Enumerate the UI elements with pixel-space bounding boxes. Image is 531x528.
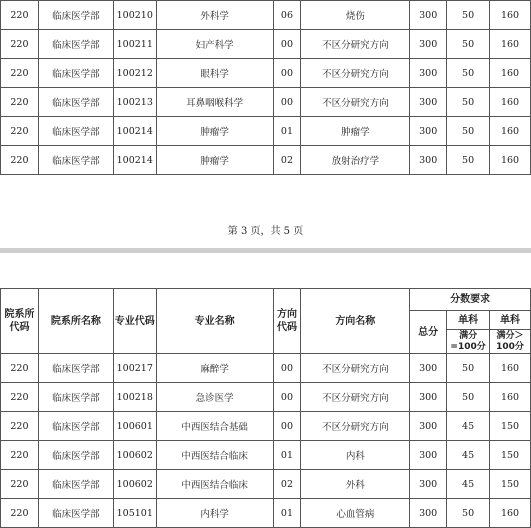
cell-single-gt100: 160 bbox=[490, 59, 531, 88]
cell-dept-code: 220 bbox=[1, 59, 39, 88]
cell-dept-code: 220 bbox=[1, 441, 39, 470]
cell-dept-code: 220 bbox=[1, 383, 39, 412]
cell-total-score: 300 bbox=[410, 146, 447, 175]
cell-major-code: 100210 bbox=[113, 1, 156, 30]
cell-major-name: 急诊医学 bbox=[156, 383, 273, 412]
cell-direction-name: 烧伤 bbox=[301, 1, 410, 30]
cell-major-code: 100217 bbox=[113, 354, 156, 383]
cell-dept-code: 220 bbox=[1, 354, 39, 383]
cell-dept-name: 临床医学部 bbox=[38, 412, 113, 441]
table-row bbox=[1, 146, 531, 175]
cell-dept-code: 220 bbox=[1, 30, 39, 59]
cell-direction-name: 外科 bbox=[301, 470, 410, 499]
cell-dept-name: 临床医学部 bbox=[38, 59, 113, 88]
cell-major-name: 肿瘤学 bbox=[156, 146, 273, 175]
cell-direction-name: 不区分研究方向 bbox=[301, 30, 410, 59]
header-direction-name: 方向名称 bbox=[301, 289, 410, 354]
cell-dept-code: 220 bbox=[1, 117, 39, 146]
cell-major-name: 中西医结合临床 bbox=[156, 470, 273, 499]
header-total: 总分 bbox=[410, 311, 447, 354]
cell-direction-code: 00 bbox=[273, 383, 301, 412]
cell-direction-code: 00 bbox=[273, 412, 301, 441]
cell-major-name: 麻醉学 bbox=[156, 354, 273, 383]
cell-single-100: 45 bbox=[447, 441, 490, 470]
cell-single-100: 50 bbox=[447, 499, 490, 528]
table-row bbox=[1, 1, 531, 30]
header-direction-code: 方向代码 bbox=[273, 289, 301, 354]
header-full-100: 满分=100分 bbox=[447, 330, 490, 354]
cell-direction-name: 不区分研究方向 bbox=[301, 59, 410, 88]
cell-total-score: 300 bbox=[410, 412, 447, 441]
cell-dept-name: 临床医学部 bbox=[38, 354, 113, 383]
header-dept-code: 院系所代码 bbox=[1, 289, 39, 354]
cell-direction-name: 不区分研究方向 bbox=[301, 412, 410, 441]
cell-major-code: 105101 bbox=[113, 499, 156, 528]
cell-dept-name: 临床医学部 bbox=[38, 1, 113, 30]
header-major-name: 专业名称 bbox=[156, 289, 273, 354]
header-score-requirements: 分数要求 bbox=[410, 289, 531, 311]
cell-single-100: 45 bbox=[447, 470, 490, 499]
cell-major-code: 100214 bbox=[113, 117, 156, 146]
cell-single-gt100: 160 bbox=[490, 117, 531, 146]
score-table-page3 bbox=[0, 0, 531, 175]
cell-single-100: 50 bbox=[447, 383, 490, 412]
header-major-code: 专业代码 bbox=[113, 289, 156, 354]
cell-direction-code: 00 bbox=[273, 354, 301, 383]
cell-dept-code: 220 bbox=[1, 146, 39, 175]
page-separator bbox=[0, 248, 531, 253]
cell-major-name: 内科学 bbox=[156, 499, 273, 528]
cell-direction-code: 01 bbox=[273, 441, 301, 470]
cell-major-name: 耳鼻咽喉科学 bbox=[156, 88, 273, 117]
cell-major-code: 100602 bbox=[113, 470, 156, 499]
table-row bbox=[1, 499, 531, 528]
cell-total-score: 300 bbox=[410, 88, 447, 117]
cell-single-gt100: 160 bbox=[490, 499, 531, 528]
cell-major-name: 外科学 bbox=[156, 1, 273, 30]
cell-direction-code: 02 bbox=[273, 146, 301, 175]
score-table-page4 bbox=[0, 288, 531, 528]
cell-total-score: 300 bbox=[410, 383, 447, 412]
cell-major-code: 100218 bbox=[113, 383, 156, 412]
cell-dept-code: 220 bbox=[1, 412, 39, 441]
table-row bbox=[1, 354, 531, 383]
cell-major-code: 100601 bbox=[113, 412, 156, 441]
page4-rows bbox=[1, 354, 531, 528]
cell-single-gt100: 160 bbox=[490, 88, 531, 117]
cell-total-score: 300 bbox=[410, 470, 447, 499]
cell-dept-name: 临床医学部 bbox=[38, 383, 113, 412]
cell-dept-code: 220 bbox=[1, 470, 39, 499]
header-full-gt100: 满分＞100分 bbox=[490, 330, 531, 354]
cell-major-code: 100211 bbox=[113, 30, 156, 59]
cell-major-code: 100212 bbox=[113, 59, 156, 88]
cell-direction-name: 心血管病 bbox=[301, 499, 410, 528]
cell-direction-code: 00 bbox=[273, 59, 301, 88]
cell-direction-name: 不区分研究方向 bbox=[301, 354, 410, 383]
cell-direction-name: 内科 bbox=[301, 441, 410, 470]
cell-direction-name: 肿瘤学 bbox=[301, 117, 410, 146]
cell-single-100: 50 bbox=[447, 354, 490, 383]
cell-total-score: 300 bbox=[410, 1, 447, 30]
table-row bbox=[1, 412, 531, 441]
cell-direction-name: 不区分研究方向 bbox=[301, 383, 410, 412]
cell-dept-name: 临床医学部 bbox=[38, 470, 113, 499]
cell-major-code: 100214 bbox=[113, 146, 156, 175]
table-row bbox=[1, 117, 531, 146]
cell-single-100: 50 bbox=[447, 146, 490, 175]
cell-single-gt100: 150 bbox=[490, 470, 531, 499]
page3-rows bbox=[1, 1, 531, 175]
cell-dept-name: 临床医学部 bbox=[38, 441, 113, 470]
table-row bbox=[1, 88, 531, 117]
header-dept-name: 院系所名称 bbox=[38, 289, 113, 354]
cell-major-name: 中西医结合基础 bbox=[156, 412, 273, 441]
cell-direction-code: 02 bbox=[273, 470, 301, 499]
cell-dept-code: 220 bbox=[1, 88, 39, 117]
table-row bbox=[1, 470, 531, 499]
cell-single-100: 50 bbox=[447, 88, 490, 117]
cell-total-score: 300 bbox=[410, 30, 447, 59]
cell-major-code: 100213 bbox=[113, 88, 156, 117]
cell-major-name: 肿瘤学 bbox=[156, 117, 273, 146]
cell-single-gt100: 160 bbox=[490, 30, 531, 59]
cell-single-100: 45 bbox=[447, 412, 490, 441]
cell-total-score: 300 bbox=[410, 117, 447, 146]
header-single-1: 单科 bbox=[447, 311, 490, 330]
cell-single-gt100: 160 bbox=[490, 1, 531, 30]
cell-single-100: 50 bbox=[447, 30, 490, 59]
cell-direction-name: 放射治疗学 bbox=[301, 146, 410, 175]
table-row bbox=[1, 30, 531, 59]
cell-dept-code: 220 bbox=[1, 499, 39, 528]
cell-dept-name: 临床医学部 bbox=[38, 146, 113, 175]
page-footer: 第 3 页，共 5 页 bbox=[227, 226, 304, 237]
cell-major-name: 眼科学 bbox=[156, 59, 273, 88]
table-row bbox=[1, 441, 531, 470]
cell-direction-name: 不区分研究方向 bbox=[301, 88, 410, 117]
header-single-2: 单科 bbox=[490, 311, 531, 330]
table-row bbox=[1, 59, 531, 88]
cell-single-100: 50 bbox=[447, 1, 490, 30]
cell-dept-code: 220 bbox=[1, 1, 39, 30]
cell-major-code: 100602 bbox=[113, 441, 156, 470]
cell-direction-code: 01 bbox=[273, 499, 301, 528]
cell-dept-name: 临床医学部 bbox=[38, 117, 113, 146]
cell-direction-code: 06 bbox=[273, 1, 301, 30]
cell-major-name: 中西医结合临床 bbox=[156, 441, 273, 470]
cell-dept-name: 临床医学部 bbox=[38, 30, 113, 59]
cell-single-gt100: 150 bbox=[490, 412, 531, 441]
cell-single-100: 50 bbox=[447, 59, 490, 88]
cell-single-100: 50 bbox=[447, 117, 490, 146]
cell-single-gt100: 160 bbox=[490, 383, 531, 412]
cell-direction-code: 00 bbox=[273, 88, 301, 117]
cell-single-gt100: 150 bbox=[490, 441, 531, 470]
cell-dept-name: 临床医学部 bbox=[38, 499, 113, 528]
cell-total-score: 300 bbox=[410, 354, 447, 383]
cell-single-gt100: 160 bbox=[490, 146, 531, 175]
cell-single-gt100: 160 bbox=[490, 354, 531, 383]
cell-total-score: 300 bbox=[410, 499, 447, 528]
cell-direction-code: 01 bbox=[273, 117, 301, 146]
table-row bbox=[1, 383, 531, 412]
cell-dept-name: 临床医学部 bbox=[38, 88, 113, 117]
cell-total-score: 300 bbox=[410, 59, 447, 88]
cell-total-score: 300 bbox=[410, 441, 447, 470]
cell-major-name: 妇产科学 bbox=[156, 30, 273, 59]
cell-direction-code: 00 bbox=[273, 30, 301, 59]
